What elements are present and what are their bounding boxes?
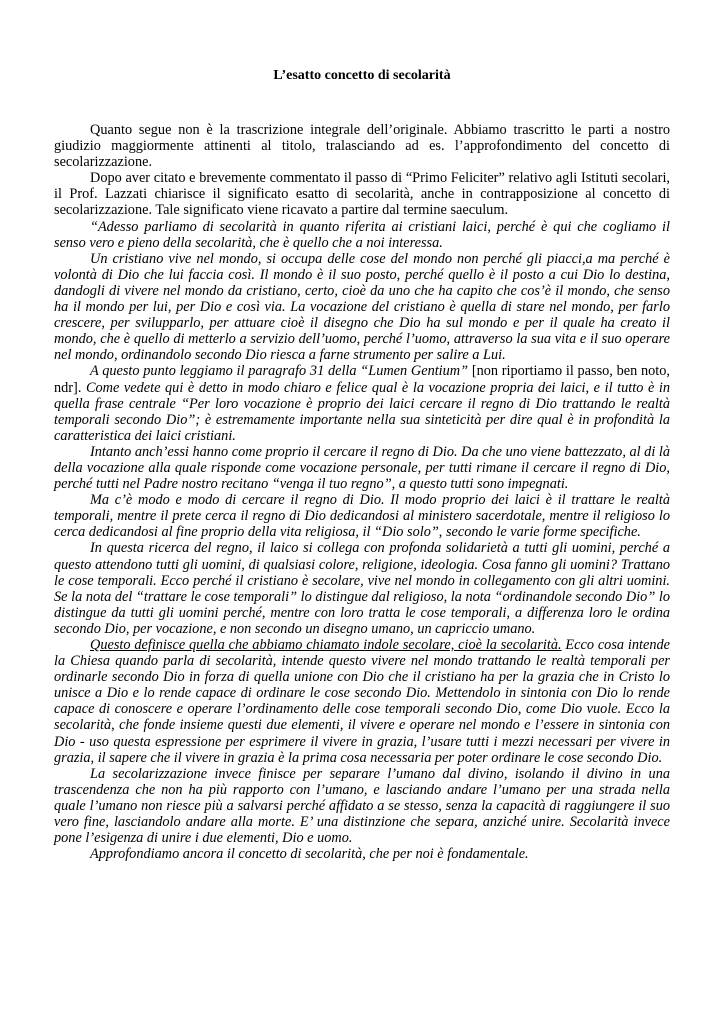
intro-paragraph: Dopo aver citato e brevemente commentato il passo di “Primo Feliciter” relativo agli Istituti secolari, il Prof. Lazzati chiarisce il significato esatto di secolarità, anche in contrapposizione al concetto di secolarizzazione. Tale significato viene ricavato a partire dal termine saeculum. [54, 170, 670, 219]
quote-text: Ecco cosa intende la Chiesa quando parla di secolarità, intende questo vivere nel mondo trattando le realtà temporali per ordinarle secondo Dio in forza di quella unione con Dio che il cristiano ha per la grazia che in Cristo lo unisce a Dio e lo rende capace di ordinare le cose secondo Dio. Mettendolo in sintonia con Dio lo rende capace di conoscere e operare l’ordinamento delle cose temporali secondo Dio, come Dio vuole. Ecco la secolarità, che fonde insieme questi due elementi, il vivere e operare nel mondo e l’essere in sintonia con Dio - uso questa espressione per esprimere il vivere in grazia, l’usare tutti i mezzi necessari per vivere in grazia, il sapere che il vivere in grazia è la prima cosa necessaria per poter ordinare le cose secondo Dio. [54, 637, 670, 766]
quote-paragraph: In questa ricerca del regno, il laico si collega con profonda solidarietà a tutti gli uomini, perché a questo attendono tutti gli uomini, di qualsiasi colore, religione, ideologia. Cosa fanno gli uomini? Trattano le cose temporali. Ecco perché il cristiano è secolare, vive nel mondo in collegamento con gli altri uomini. Se la nota del “trattare le cose temporali” lo distingue dal religioso, la nota “ordinandole secondo Dio” lo distingue da tutti gli uomini perché, mentre con loro tratta le cose temporali, a differenza loro le ordina secondo Dio, per vocazione, e non secondo un disegno umano, un capriccio umano. [54, 540, 670, 637]
quote-paragraph: Un cristiano vive nel mondo, si occupa delle cose del mondo non perché gli piacci,a ma perché è volontà di Dio che lui faccia così. Il mondo è il suo posto, perché quello è il posto a cui Dio lo destina, dandogli di vivere nel mondo da cristiano, certo, cioè da uno che ha capito che cos’è il mondo, che senso ha il mondo per lui, per Dio e così via. La vocazione del cristiano è quella di stare nel mondo, per farlo crescere, per svilupparlo, per attuare cioè il disegno che Dio ha sul mondo e per il quale ha creato il mondo, che è quello di metterlo a servizio dell’uomo, perché l’uomo, attraverso la sua vita e il suo operare nel mondo, ordinandolo secondo Dio riesca a farne strumento per salire a Lui. [54, 250, 670, 364]
document-title: L’esatto concetto di secolarità [273, 68, 451, 83]
quote-text: Come vedete qui è detto in modo chiaro e felice qual è la vocazione propria dei laici, e il tutto è in quella frase centrale “Per loro vocazione è proprio dei laici cercare il regno di Dio trattando le realtà temporali secondo Dio”; è estremamente importante nella sua sinteticità per dire qual è in profondità la caratteristica dei laici cristiani. [54, 379, 670, 444]
quote-paragraph: “Adesso parliamo di secolarità in quanto riferita ai cristiani laici, perché è qui che cogliamo il senso vero e pieno della secolarità, che è quello che a noi interessa. [54, 218, 670, 251]
quote-paragraph: La secolarizzazione invece finisce per separare l’umano dal divino, isolando il divino in una trascendenza che non ha più rapporto con l’umano, e lasciando andare l’umano per una strada nella quale l’umano non riesce più a salvarsi perché affidato a se stesso, senza la capacità di raggiungere il suo vero fine, lasciandolo andare alla morte. E’ una distinzione che separa, anziché unire. Secolarità invece pone l’esigenza di unire i due elementi, Dio e uomo. [54, 765, 670, 847]
quote-paragraph: Ma c’è modo e modo di cercare il regno di Dio. Il modo proprio dei laici è il trattare le realtà temporali, mentre il prete cerca il regno di Dio dedicandosi al ministero sacerdotale, mentre il religioso lo cerca dedicandosi al fine proprio della vita religiosa, il “Dio solo”, secondo le varie forme specifiche. [54, 492, 670, 541]
editor-note: [non riportiamo il passo, ben noto, ndr]. [54, 363, 670, 396]
document-body [54, 122, 670, 862]
quoted-text [54, 219, 670, 863]
quote-paragraph [54, 637, 670, 766]
intro-paragraph: Quanto segue non è la trascrizione integrale dell’originale. Abbiamo trascritto le parti a nostro giudizio maggiormente attinenti al titolo, tralasciando ad es. l’approfondimento del concetto di secolarizzazione. [54, 122, 670, 171]
quote-paragraph [54, 363, 670, 443]
underlined-sentence: Questo definisce quella che abbiamo chiamato indole secolare, cioè la secolarità. [90, 637, 562, 653]
quote-text: A questo punto leggiamo il paragrafo 31 della “Lumen Gentium” [90, 363, 472, 380]
quote-paragraph: Approfondiamo ancora il concetto di secolarità, che per noi è fondamentale. [90, 846, 529, 863]
quote-paragraph: Intanto anch’essi hanno come proprio il cercare il regno di Dio. Da che uno viene battezzato, al di là della vocazione alla quale risponde come vocazione personale, per tutti rimane il cercare il regno di Dio, perché tutti nel Padre nostro recitano “venga il tuo regno”, a questo tutti sono impegnati. [54, 443, 670, 493]
